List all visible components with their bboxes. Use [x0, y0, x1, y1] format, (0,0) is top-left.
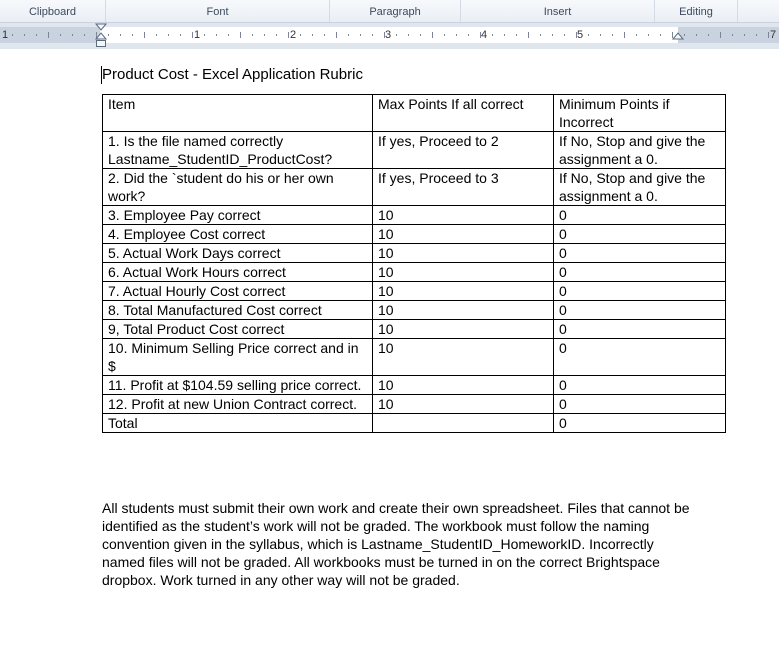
ruler-tick	[564, 34, 565, 36]
ruler-tick	[444, 34, 445, 36]
ruler-number: 1	[1, 29, 9, 41]
horizontal-ruler[interactable]	[0, 23, 779, 49]
table-row	[103, 301, 726, 320]
ruler-tick	[60, 34, 61, 36]
ruler-tick	[48, 32, 49, 38]
ruler-tick	[180, 34, 181, 36]
table-row	[103, 414, 726, 433]
ribbon-group-bar	[0, 0, 779, 23]
document-title[interactable]: Product Cost - Excel Application Rubric	[102, 66, 363, 83]
table-cell[interactable]: Max Points If all correct	[373, 95, 554, 132]
table-cell[interactable]: 10	[373, 225, 554, 244]
ruler-tick	[504, 34, 505, 36]
ribbon-group-editing[interactable]: Editing	[655, 0, 738, 22]
ruler-tick	[396, 34, 397, 36]
table-cell[interactable]: 0	[554, 376, 726, 395]
ruler-tick	[636, 34, 637, 36]
ruler-tick	[264, 34, 265, 36]
table-cell[interactable]: If No, Stop and give the assignment a 0.	[554, 132, 726, 169]
ruler-tick	[720, 32, 721, 38]
ruler-tick	[324, 34, 325, 36]
ruler-tick	[588, 34, 589, 36]
table-cell[interactable]: 10	[373, 320, 554, 339]
ruler-tick	[420, 34, 421, 36]
ribbon-group-clipboard[interactable]: Clipboard	[0, 0, 106, 22]
table-row	[103, 395, 726, 414]
ruler-tick	[216, 34, 217, 36]
ruler-tick	[36, 34, 37, 36]
ruler-tick	[108, 34, 109, 36]
ruler-number: 3	[384, 29, 392, 41]
table-cell[interactable]: 0	[554, 244, 726, 263]
ruler-tick	[660, 34, 661, 36]
ruler-tick	[72, 34, 73, 36]
ruler-tick	[336, 32, 337, 38]
ruler-tick	[432, 32, 433, 38]
table-cell[interactable]: If No, Stop and give the assignment a 0.	[554, 169, 726, 206]
table-row	[103, 320, 726, 339]
table-row	[103, 206, 726, 225]
table-cell[interactable]	[373, 414, 554, 433]
table-cell[interactable]: 0	[554, 225, 726, 244]
table-cell[interactable]: 9, Total Product Cost correct	[103, 320, 373, 339]
table-row	[103, 263, 726, 282]
ruler-tick	[696, 34, 697, 36]
table-cell[interactable]: 0	[554, 263, 726, 282]
ruler-tick	[132, 34, 133, 36]
ruler-tick	[252, 34, 253, 36]
ruler-tick	[600, 34, 601, 36]
ruler-tick	[408, 34, 409, 36]
ruler-tick	[360, 34, 361, 36]
table-row	[103, 339, 726, 376]
ruler-number: 2	[289, 29, 297, 41]
right-indent-icon[interactable]	[672, 31, 684, 41]
ribbon-group-paragraph[interactable]: Paragraph	[330, 0, 461, 22]
table-cell[interactable]: 3. Employee Pay correct	[103, 206, 373, 225]
ruler-tick	[372, 34, 373, 36]
ruler-tick	[348, 34, 349, 36]
ruler-tick	[204, 34, 205, 36]
table-cell[interactable]: 2. Did the `student do his or her own work?	[103, 169, 373, 206]
ribbon-group-font[interactable]: Font	[106, 0, 330, 22]
table-cell[interactable]: 5. Actual Work Days correct	[103, 244, 373, 263]
ruler-tick	[144, 32, 145, 38]
ruler-tick	[312, 34, 313, 36]
ruler-number: 1	[193, 29, 201, 41]
table-cell[interactable]: 4. Employee Cost correct	[103, 225, 373, 244]
table-cell[interactable]: 10. Minimum Selling Price correct and in $	[103, 339, 373, 376]
table-cell[interactable]: 11. Profit at $104.59 selling price correct.	[103, 376, 373, 395]
ruler-tick	[24, 34, 25, 36]
table-cell[interactable]: 10	[373, 206, 554, 225]
table-cell[interactable]: 1. Is the file named correctly Lastname_StudentID_ProductCost?	[103, 132, 373, 169]
table-cell[interactable]: 10	[373, 301, 554, 320]
ruler-tick	[648, 34, 649, 36]
ruler-tick	[732, 34, 733, 36]
grading-note[interactable]: All students must submit their own work and create their own spreadsheet. Files that cannot be identified as the student’s work will not be graded. The workbook must follow the naming convention given in the syllabus, which is Lastname_StudentID_HomeworkID. Incorrectly named files will not be graded. All workbooks must be turned in on the correct Brightspace dropbox. Work turned in any other way will not be graded.	[102, 500, 690, 588]
table-cell[interactable]: 10	[373, 282, 554, 301]
ruler-tick	[156, 34, 157, 36]
table-row	[103, 225, 726, 244]
table-cell[interactable]: 10	[373, 339, 554, 376]
ruler-number: 4	[480, 29, 488, 41]
ruler-tick	[492, 34, 493, 36]
table-cell[interactable]: 0	[554, 301, 726, 320]
table-cell[interactable]: 6. Actual Work Hours correct	[103, 263, 373, 282]
table-row	[103, 376, 726, 395]
ruler-tick	[240, 32, 241, 38]
ruler-tick	[300, 34, 301, 36]
rubric-table	[102, 94, 726, 433]
table-cell[interactable]: 0	[554, 395, 726, 414]
ruler-tick	[12, 34, 13, 36]
ruler-tick	[468, 34, 469, 36]
ruler-tick	[276, 34, 277, 36]
table-cell[interactable]: 0	[554, 282, 726, 301]
ruler-tick	[228, 34, 229, 36]
table-cell[interactable]: Item	[103, 95, 373, 132]
ruler-tick	[84, 34, 85, 36]
table-cell[interactable]: If yes, Proceed to 3	[373, 169, 554, 206]
ruler-number: 7	[769, 29, 777, 41]
table-cell[interactable]: 0	[554, 320, 726, 339]
ruler-tick	[540, 34, 541, 36]
table-cell[interactable]: 10	[373, 395, 554, 414]
table-cell[interactable]: 10	[373, 244, 554, 263]
table-row	[103, 244, 726, 263]
table-cell[interactable]: Total	[103, 414, 373, 433]
ruler-tick	[552, 34, 553, 36]
table-cell[interactable]: 0	[554, 339, 726, 376]
table-cell[interactable]: 8. Total Manufactured Cost correct	[103, 301, 373, 320]
ruler-tick	[708, 34, 709, 36]
table-cell[interactable]: 0	[554, 206, 726, 225]
ruler-tick	[744, 34, 745, 36]
table-header-row	[103, 95, 726, 132]
ruler-tick	[516, 34, 517, 36]
first-line-indent-icon[interactable]	[95, 23, 107, 49]
ribbon-group-insert[interactable]: Insert	[461, 0, 655, 22]
ruler-number: 5	[576, 29, 584, 41]
table-row	[103, 169, 726, 206]
ruler-tick	[684, 34, 685, 36]
ruler-tick	[168, 34, 169, 36]
ruler-tick	[456, 34, 457, 36]
ruler-tick	[612, 34, 613, 36]
table-cell[interactable]: Minimum Points if Incorrect	[554, 95, 726, 132]
ruler-tick	[120, 34, 121, 36]
ruler-tick	[756, 34, 757, 36]
ruler-tick	[528, 32, 529, 38]
table-row	[103, 132, 726, 169]
table-cell[interactable]: 7. Actual Hourly Cost correct	[103, 282, 373, 301]
table-cell[interactable]: 10	[373, 376, 554, 395]
table-cell[interactable]: 12. Profit at new Union Contract correct.	[103, 395, 373, 414]
ruler-tick	[624, 32, 625, 38]
table-row	[103, 282, 726, 301]
table-cell[interactable]: 0	[554, 414, 726, 433]
table-cell[interactable]: 10	[373, 263, 554, 282]
table-cell[interactable]: If yes, Proceed to 2	[373, 132, 554, 169]
